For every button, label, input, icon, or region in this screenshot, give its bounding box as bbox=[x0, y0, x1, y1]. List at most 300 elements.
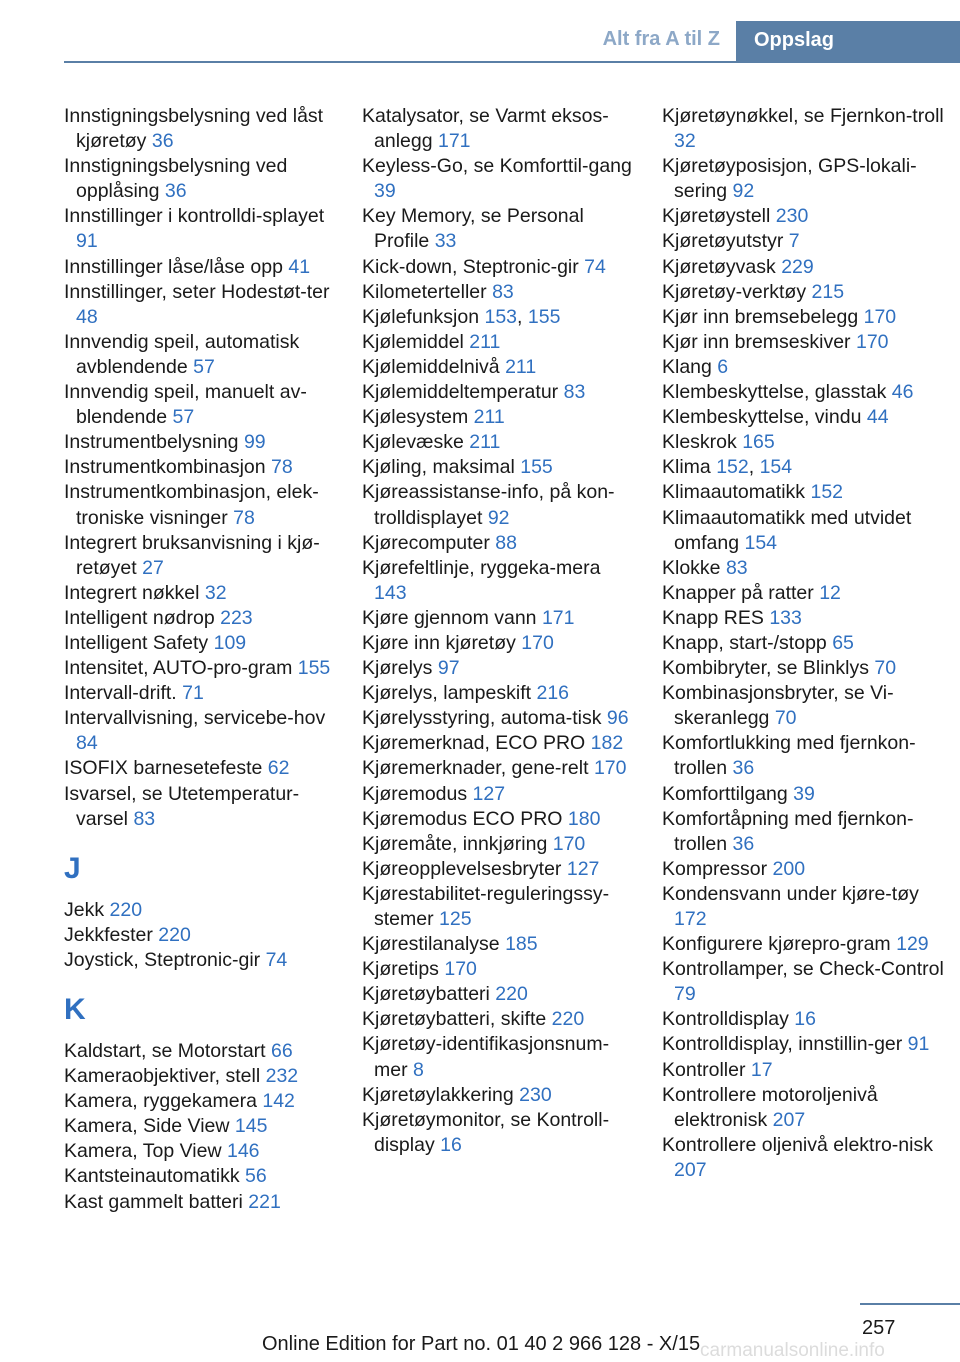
index-entry bbox=[362, 1032, 637, 1082]
page-reference-link[interactable]: 211 bbox=[469, 431, 501, 454]
page-reference-link[interactable]: 232 bbox=[265, 1065, 299, 1088]
index-letter-heading: K bbox=[64, 993, 86, 1026]
page-reference-link[interactable]: 16 bbox=[794, 1008, 816, 1031]
index-entry-term: Intervallvisning, servicebe-hov bbox=[64, 707, 326, 730]
page-reference-link[interactable]: 170 bbox=[593, 757, 627, 780]
page-reference-link[interactable]: 46 bbox=[891, 381, 914, 404]
page-reference-link[interactable]: 71 bbox=[182, 682, 204, 705]
index-entry-term: Kjølefunksjon bbox=[362, 305, 480, 328]
index-entry-term: Kjøretips bbox=[362, 958, 439, 981]
index-entry-term: Kjøretøymonitor, se Kontroll-display bbox=[362, 1108, 610, 1156]
index-entry-term: Kjørelys, lampeskift bbox=[362, 682, 532, 705]
index-entry bbox=[64, 1114, 339, 1139]
page-reference-link[interactable]: 36 bbox=[164, 180, 187, 203]
index-column-3 bbox=[662, 104, 952, 1183]
index-entry-term: Kontrollere motoroljenivå elektronisk bbox=[662, 1083, 878, 1131]
index-entry-term: Kast gammelt batteri bbox=[64, 1190, 243, 1213]
page-reference-link[interactable]: 152 bbox=[810, 481, 844, 504]
page-reference-link[interactable]: 170 bbox=[855, 330, 889, 353]
page-reference-link[interactable]: 91 bbox=[76, 230, 98, 253]
page-reference-link[interactable]: 133 bbox=[769, 606, 802, 629]
page-reference-link[interactable]: 79 bbox=[674, 983, 696, 1006]
page-reference-link[interactable]: 223 bbox=[220, 606, 253, 629]
index-entry: Klima 152, 154 bbox=[662, 456, 793, 479]
page-reference-link[interactable]: 170 bbox=[552, 832, 586, 855]
page-reference-link[interactable]: 180 bbox=[567, 807, 601, 830]
page-reference-link[interactable]: 155 bbox=[520, 456, 553, 479]
index-entry-term: Intelligent Safety bbox=[64, 631, 209, 654]
page-reference-link[interactable]: 127 bbox=[566, 857, 600, 880]
page-reference-link[interactable]: 84 bbox=[76, 732, 98, 755]
index-entry-term: Isvarsel, se Utetemperatur-varsel bbox=[64, 782, 300, 830]
page-reference-link[interactable]: 6 bbox=[717, 355, 729, 378]
index-entry-term: Klimaautomatikk med utvidet omfang bbox=[662, 506, 912, 554]
index-entry-term: Kjøretøyposisjon, GPS-lokali-sering bbox=[662, 155, 917, 203]
index-entry-term: Kamera, Side View bbox=[64, 1115, 230, 1138]
index-entry-term: Kjøremerknader, gene-relt bbox=[362, 757, 589, 780]
index-entry bbox=[662, 1133, 952, 1183]
index-entry bbox=[64, 1139, 339, 1164]
index-entry bbox=[64, 255, 339, 280]
index-entry-term: Kjøre gjennom vann bbox=[362, 606, 537, 629]
index-entry-term: Kjør inn bremsebelegg bbox=[662, 305, 859, 328]
index-entry bbox=[662, 681, 952, 731]
index-entry-term: Kjøretøylakkering bbox=[362, 1083, 514, 1106]
page-number: 257 bbox=[862, 1317, 896, 1339]
index-entry bbox=[64, 581, 339, 606]
index-entry-term: Kjølemiddeltemperatur bbox=[362, 381, 559, 404]
index-entry-term: Kantsteinautomatikk bbox=[64, 1165, 240, 1188]
page-reference-link[interactable]: 207 bbox=[674, 1158, 707, 1181]
index-entry-term: Kjøremodus ECO PRO bbox=[362, 807, 563, 830]
index-entry bbox=[64, 280, 339, 330]
index-entry bbox=[362, 631, 637, 656]
index-entry-term: Innstigningsbelysning ved låst kjøretøy bbox=[64, 105, 324, 153]
page-reference-link[interactable]: 143 bbox=[374, 581, 407, 604]
page-reference-link[interactable]: 70 bbox=[774, 707, 797, 730]
page-reference-link[interactable]: 48 bbox=[76, 305, 98, 328]
index-entry-term: Kjøretøy-verktøy bbox=[662, 280, 807, 303]
index-entry-term: Komfortåpning med fjernkon-trollen bbox=[662, 807, 914, 855]
page-reference-link[interactable]: 145 bbox=[234, 1115, 268, 1138]
index-entry bbox=[64, 430, 339, 455]
page-reference-link[interactable]: 211 bbox=[473, 406, 505, 429]
index-entry bbox=[362, 255, 637, 280]
index-entry-term: Kick-down, Steptronic-gir bbox=[362, 255, 579, 278]
index-entry-term: Kjøretøynøkkel, se Fjernkon-troll bbox=[662, 105, 944, 127]
index-entry bbox=[64, 756, 339, 781]
index-entry bbox=[64, 1164, 339, 1189]
index-entry-term: Klimaautomatikk bbox=[662, 481, 806, 504]
index-entry-term: Innstigningsbelysning ved opplåsing bbox=[64, 155, 288, 203]
index-entry bbox=[362, 204, 637, 254]
page-reference-link[interactable]: 39 bbox=[374, 180, 396, 203]
page-reference-link[interactable]: 207 bbox=[772, 1108, 806, 1131]
index-entry-term: Kjøretøyvask bbox=[662, 255, 776, 278]
index-entry-term: Innvendig speil, automatisk avblendende bbox=[64, 330, 300, 378]
index-entry bbox=[662, 807, 952, 857]
index-entry bbox=[362, 330, 637, 355]
page-reference-link[interactable]: 215 bbox=[811, 280, 845, 303]
page-reference-link[interactable]: 146 bbox=[226, 1140, 260, 1163]
page-reference-link[interactable]: 41 bbox=[288, 255, 311, 278]
index-entry-term: Kjøretøyutstyr bbox=[662, 230, 784, 253]
index-entry bbox=[662, 204, 952, 229]
index-entry-term: Kameraobjektiver, stell bbox=[64, 1065, 261, 1088]
index-entry bbox=[662, 104, 952, 154]
page-reference-link[interactable]: 7 bbox=[788, 230, 800, 253]
index-entry bbox=[362, 1108, 637, 1158]
page-reference-link[interactable]: 170 bbox=[521, 631, 554, 654]
page-reference-link[interactable]: 170 bbox=[444, 958, 477, 981]
index-entry bbox=[362, 1007, 637, 1032]
index-entry-term: Key Memory, se Personal Profile bbox=[362, 205, 584, 253]
index-entry bbox=[662, 280, 952, 305]
index-entry-term: Klang bbox=[662, 355, 712, 378]
index-entry bbox=[64, 154, 339, 204]
index-entry bbox=[64, 531, 339, 581]
index-entry-term: Jekkfester bbox=[64, 923, 153, 946]
index-entry bbox=[662, 480, 952, 505]
index-entry bbox=[362, 606, 637, 631]
footer-rule bbox=[860, 1303, 960, 1305]
index-entry bbox=[362, 731, 637, 756]
index-entry bbox=[662, 782, 952, 807]
index-entry-term: Kaldstart, se Motorstart bbox=[64, 1040, 266, 1062]
page-reference-link[interactable]: 92 bbox=[732, 180, 755, 203]
index-entry-term: Innstillinger låse/låse opp bbox=[64, 255, 283, 278]
index-entry bbox=[362, 556, 637, 606]
index-entry-term: Kjøretøybatteri bbox=[362, 983, 490, 1006]
index-entry bbox=[662, 430, 952, 455]
page-reference-link[interactable]: 39 bbox=[793, 782, 815, 805]
page-reference-link[interactable]: 211 bbox=[469, 330, 501, 353]
page-reference-link[interactable]: 165 bbox=[742, 431, 775, 454]
index-entry-term: Knapp RES bbox=[662, 606, 764, 629]
page-reference-link[interactable]: 155 bbox=[297, 657, 331, 680]
index-entry bbox=[64, 1039, 339, 1064]
index-entry-term: Klembeskyttelse, glasstak bbox=[662, 381, 887, 404]
index-entry-term: Kontrolldisplay bbox=[662, 1008, 789, 1031]
index-entry-term: Kontrollere oljenivå elektro-nisk bbox=[662, 1133, 933, 1156]
index-entry bbox=[362, 656, 637, 681]
index-entry bbox=[64, 1064, 339, 1089]
index-entry-term: Keyless-Go, se Komforttil-gang bbox=[362, 155, 632, 178]
index-entry-term: Kompressor bbox=[662, 857, 768, 880]
index-entry-term: Kjørefeltlinje, ryggeka-mera bbox=[362, 556, 601, 579]
page-reference-link[interactable]: 129 bbox=[896, 933, 929, 956]
index-entry-term: Kombinasjonsbryter, se Vi-skeranlegg bbox=[662, 682, 894, 730]
index-entry-term: Komforttilgang bbox=[662, 782, 788, 805]
page-reference-link[interactable]: 154 bbox=[759, 456, 793, 479]
index-entry bbox=[64, 656, 339, 681]
index-entry-term: Kleskrok bbox=[662, 431, 737, 454]
page-reference-link[interactable]: 83 bbox=[492, 280, 514, 303]
index-entry: Kjølefunksjon 153, 155 bbox=[362, 305, 561, 328]
index-entry-term: Integrert bruksanvisning i kjø-retøyet bbox=[64, 531, 320, 579]
index-entry bbox=[362, 681, 637, 706]
index-letter-heading: J bbox=[64, 851, 81, 885]
page-reference-link[interactable]: 155 bbox=[527, 305, 561, 328]
index-entry bbox=[362, 782, 637, 807]
index-entry-term: Katalysator, se Varmt eksos-anlegg bbox=[362, 105, 609, 153]
index-entry-term: Intelligent nødrop bbox=[64, 606, 215, 629]
index-entry bbox=[662, 255, 952, 280]
page-reference-link[interactable]: 88 bbox=[495, 531, 517, 554]
index-entry-term: Kjørelys bbox=[362, 657, 433, 680]
page-reference-link[interactable]: 83 bbox=[563, 381, 586, 404]
page-reference-link[interactable]: 185 bbox=[505, 933, 538, 956]
index-entry bbox=[64, 1089, 339, 1114]
index-entry bbox=[362, 1083, 637, 1108]
page-reference-link[interactable]: 220 bbox=[495, 983, 528, 1006]
index-entry-term: Innstillinger i kontrolldi-splayet bbox=[64, 205, 325, 228]
index-entry bbox=[362, 405, 637, 430]
page-reference-link[interactable]: 66 bbox=[271, 1040, 293, 1062]
index-entry bbox=[362, 807, 637, 832]
page-reference-link[interactable]: 74 bbox=[265, 948, 288, 971]
index-entry bbox=[64, 204, 339, 254]
page-reference-link[interactable]: 211 bbox=[505, 355, 537, 378]
page-reference-link[interactable]: 216 bbox=[536, 682, 570, 705]
index-entry-term: Kjølemiddel bbox=[362, 330, 464, 353]
index-entry bbox=[64, 681, 339, 706]
page-reference-link[interactable]: 182 bbox=[590, 732, 624, 755]
page-reference-link[interactable]: 96 bbox=[606, 707, 629, 730]
index-entry bbox=[662, 731, 952, 781]
page-reference-link[interactable]: 200 bbox=[772, 857, 806, 880]
index-entry bbox=[662, 1007, 952, 1032]
index-entry-term: Kjørestabilitet-reguleringssy-stemer bbox=[362, 882, 610, 930]
index-entry bbox=[662, 1032, 952, 1057]
index-entry-term: Kjølevæske bbox=[362, 431, 464, 454]
index-entry-term: Instrumentbelysning bbox=[64, 431, 239, 454]
index-entry bbox=[64, 898, 339, 923]
index-entry bbox=[662, 154, 952, 204]
index-entry bbox=[362, 857, 637, 882]
index-entry bbox=[662, 305, 952, 330]
index-entry bbox=[362, 104, 637, 154]
index-entry bbox=[64, 455, 339, 480]
header-tab: Oppslag bbox=[736, 21, 960, 63]
page-reference-link[interactable]: 171 bbox=[437, 130, 471, 153]
index-entry bbox=[662, 857, 952, 882]
page-reference-link[interactable]: 230 bbox=[519, 1083, 552, 1106]
page-reference-link[interactable]: 12 bbox=[819, 581, 841, 604]
page-reference-link[interactable]: 142 bbox=[262, 1090, 295, 1113]
index-entry-term: Kjøretøystell bbox=[662, 205, 771, 228]
index-entry bbox=[362, 982, 637, 1007]
index-entry-term: Kjøling, maksimal bbox=[362, 456, 515, 479]
index-entry-term: Kjøreopplevelsesbryter bbox=[362, 857, 562, 880]
index-entry bbox=[362, 706, 637, 731]
index-entry-term: Kontroller bbox=[662, 1058, 746, 1081]
page-reference-link[interactable]: 62 bbox=[267, 757, 290, 780]
index-entry bbox=[362, 280, 637, 305]
index-column-1 bbox=[64, 104, 339, 1215]
index-entry-term: Konfigurere kjørepro-gram bbox=[662, 933, 891, 956]
index-entry bbox=[662, 581, 952, 606]
index-entry bbox=[362, 380, 637, 405]
page-reference-link[interactable]: 78 bbox=[271, 456, 293, 479]
page-reference-link[interactable]: 83 bbox=[133, 807, 156, 830]
page-reference-link[interactable]: 221 bbox=[248, 1190, 281, 1213]
page-reference-link[interactable]: 74 bbox=[584, 255, 606, 278]
index-entry-term: Innstillinger, seter Hodestøt-ter bbox=[64, 280, 330, 303]
page-reference-link[interactable]: 127 bbox=[472, 782, 506, 805]
index-entry-term: ISOFIX barnesetefeste bbox=[64, 757, 263, 780]
index-entry bbox=[662, 405, 952, 430]
index-entry-term: Komfortlukking med fjernkon-trollen bbox=[662, 732, 916, 780]
index-entry-term: Jekk bbox=[64, 898, 105, 921]
index-entry bbox=[64, 330, 339, 380]
index-entry bbox=[362, 957, 637, 982]
page-reference-link[interactable]: 92 bbox=[487, 506, 510, 529]
index-entry bbox=[662, 656, 952, 681]
page-reference-link[interactable]: 44 bbox=[866, 406, 889, 429]
index-entry-term: Kjøretøybatteri, skifte bbox=[362, 1008, 547, 1031]
index-entry bbox=[362, 882, 637, 932]
index-entry-term: Kontrollamper, se Check-Control bbox=[662, 958, 944, 981]
index-entry-term: Kjøre inn kjøretøy bbox=[362, 631, 516, 654]
index-entry bbox=[362, 756, 637, 781]
index-entry bbox=[662, 957, 952, 1007]
page-reference-link[interactable]: 91 bbox=[907, 1033, 930, 1056]
index-entry-term: Klembeskyttelse, vindu bbox=[662, 406, 862, 429]
page-reference-link[interactable]: 170 bbox=[863, 305, 897, 328]
index-entry bbox=[362, 832, 637, 857]
index-entry-term: Kondensvann under kjøre-tøy bbox=[662, 882, 919, 905]
page-reference-link[interactable]: 27 bbox=[142, 556, 164, 579]
page-reference-link[interactable]: 36 bbox=[151, 130, 174, 153]
index-entry-term: Kjølesystem bbox=[362, 406, 469, 429]
index-entry-term: Kjøretøy-identifikasjonsnum-mer bbox=[362, 1033, 610, 1081]
index-entry-term: Intensitet, AUTO-pro-gram bbox=[64, 657, 293, 680]
index-entry bbox=[662, 506, 952, 556]
index-entry-term: Kilometerteller bbox=[362, 280, 487, 303]
page-reference-link[interactable]: 65 bbox=[832, 631, 854, 654]
index-entry bbox=[64, 948, 339, 973]
index-entry bbox=[362, 480, 637, 530]
index-entry bbox=[362, 355, 637, 380]
index-entry bbox=[662, 1083, 952, 1133]
edition-note: Online Edition for Part no. 01 40 2 966 128 - X/15 bbox=[262, 1333, 701, 1355]
index-entry-term: Kamera, ryggekamera bbox=[64, 1090, 257, 1113]
index-entry-term: Kjør inn bremseskiver bbox=[662, 330, 851, 353]
index-entry bbox=[662, 380, 952, 405]
index-entry-term: Kontrolldisplay, innstillin-ger bbox=[662, 1033, 903, 1056]
index-entry bbox=[662, 631, 952, 656]
page-reference-link[interactable]: 70 bbox=[874, 657, 897, 680]
page-reference-link[interactable]: 32 bbox=[204, 581, 227, 604]
page-reference-link[interactable]: 152 bbox=[716, 456, 749, 479]
page-reference-link[interactable]: 171 bbox=[541, 606, 575, 629]
index-entry bbox=[662, 882, 952, 932]
index-entry bbox=[662, 606, 952, 631]
page-reference-link[interactable]: 57 bbox=[193, 355, 215, 378]
index-entry bbox=[64, 706, 339, 756]
index-entry-term: Kjørecomputer bbox=[362, 531, 490, 554]
index-entry-term: Kamera, Top View bbox=[64, 1140, 222, 1163]
page-reference-link[interactable]: 33 bbox=[434, 230, 457, 253]
page-reference-link[interactable]: 56 bbox=[245, 1165, 267, 1188]
index-entry-term: Instrumentkombinasjon, elek-troniske visninger bbox=[64, 481, 319, 529]
page-reference-link[interactable]: 17 bbox=[750, 1058, 773, 1081]
index-entry bbox=[362, 455, 637, 480]
index-entry-term: Klima bbox=[662, 456, 711, 479]
index-entry-term: Innvendig speil, manuelt av-blendende bbox=[64, 381, 307, 429]
page-reference-link[interactable]: 220 bbox=[551, 1008, 585, 1031]
index-entry-term: Joystick, Steptronic-gir bbox=[64, 948, 261, 971]
watermark: carmanualsonline.info bbox=[700, 1340, 885, 1361]
index-column-2 bbox=[362, 104, 637, 1158]
page-reference-link[interactable]: 32 bbox=[674, 130, 696, 153]
index-entry bbox=[64, 1190, 339, 1215]
index-entry-term: Knapp, start-/stopp bbox=[662, 631, 827, 654]
index-entry bbox=[662, 932, 952, 957]
index-entry bbox=[662, 355, 952, 380]
index-entry bbox=[662, 229, 952, 254]
index-entry-term: Kjøreassistanse-info, på kon-trolldisplayet bbox=[362, 481, 615, 529]
index-entry bbox=[64, 782, 339, 832]
index-entry bbox=[362, 154, 637, 204]
page-reference-link[interactable]: 99 bbox=[243, 431, 266, 454]
index-entry bbox=[662, 556, 952, 581]
page-reference-link[interactable]: 220 bbox=[109, 898, 143, 921]
index-entry-term: Kjølemiddelnivå bbox=[362, 355, 500, 378]
index-entry bbox=[64, 104, 339, 154]
page-reference-link[interactable]: 229 bbox=[781, 255, 814, 278]
page-reference-link[interactable]: 154 bbox=[744, 531, 778, 554]
index-entry bbox=[362, 430, 637, 455]
index-entry-term: Kjøremåte, innkjøring bbox=[362, 832, 548, 855]
index-entry-term: Integrert nøkkel bbox=[64, 581, 200, 604]
header-section-title: Alt fra A til Z bbox=[602, 28, 720, 50]
index-entry bbox=[64, 480, 339, 530]
index-entry bbox=[662, 330, 952, 355]
index-entry bbox=[64, 606, 339, 631]
page-reference-link[interactable]: 153 bbox=[484, 305, 518, 328]
page-reference-link[interactable]: 16 bbox=[440, 1133, 462, 1156]
index-entry bbox=[662, 1058, 952, 1083]
index-entry-term: Kjørestilanalyse bbox=[362, 933, 500, 956]
page-reference-link[interactable]: 220 bbox=[158, 923, 191, 946]
index-entry bbox=[64, 380, 339, 430]
page-reference-link[interactable]: 172 bbox=[674, 908, 707, 930]
page-reference-link[interactable]: 8 bbox=[413, 1058, 424, 1081]
index-entry-term: Kjøremerknad, ECO PRO bbox=[362, 732, 586, 755]
index-entry-term: Intervall-drift. bbox=[64, 682, 177, 705]
page-reference-link[interactable]: 36 bbox=[732, 832, 755, 855]
index-entry-term: Kjøremodus bbox=[362, 782, 468, 805]
page-reference-link[interactable]: 97 bbox=[437, 657, 460, 680]
index-entry bbox=[362, 932, 637, 957]
index-entry bbox=[64, 631, 339, 656]
index-entry-term: Kombibryter, se Blinklys bbox=[662, 657, 869, 680]
page-reference-link[interactable]: 109 bbox=[213, 631, 247, 654]
page-reference-link[interactable]: 36 bbox=[732, 757, 755, 780]
page-reference-link[interactable]: 57 bbox=[172, 406, 195, 429]
page-reference-link[interactable]: 78 bbox=[233, 506, 255, 529]
index-entry-term: Instrumentkombinasjon bbox=[64, 456, 266, 479]
page-reference-link[interactable]: 125 bbox=[439, 908, 472, 930]
page-reference-link[interactable]: 230 bbox=[775, 205, 809, 228]
index-entry-term: Kjørelysstyring, automa-tisk bbox=[362, 707, 602, 730]
index-entry-term: Knapper på ratter bbox=[662, 581, 814, 604]
index-entry bbox=[362, 531, 637, 556]
index-entry bbox=[64, 923, 339, 948]
page-reference-link[interactable]: 83 bbox=[725, 556, 748, 579]
